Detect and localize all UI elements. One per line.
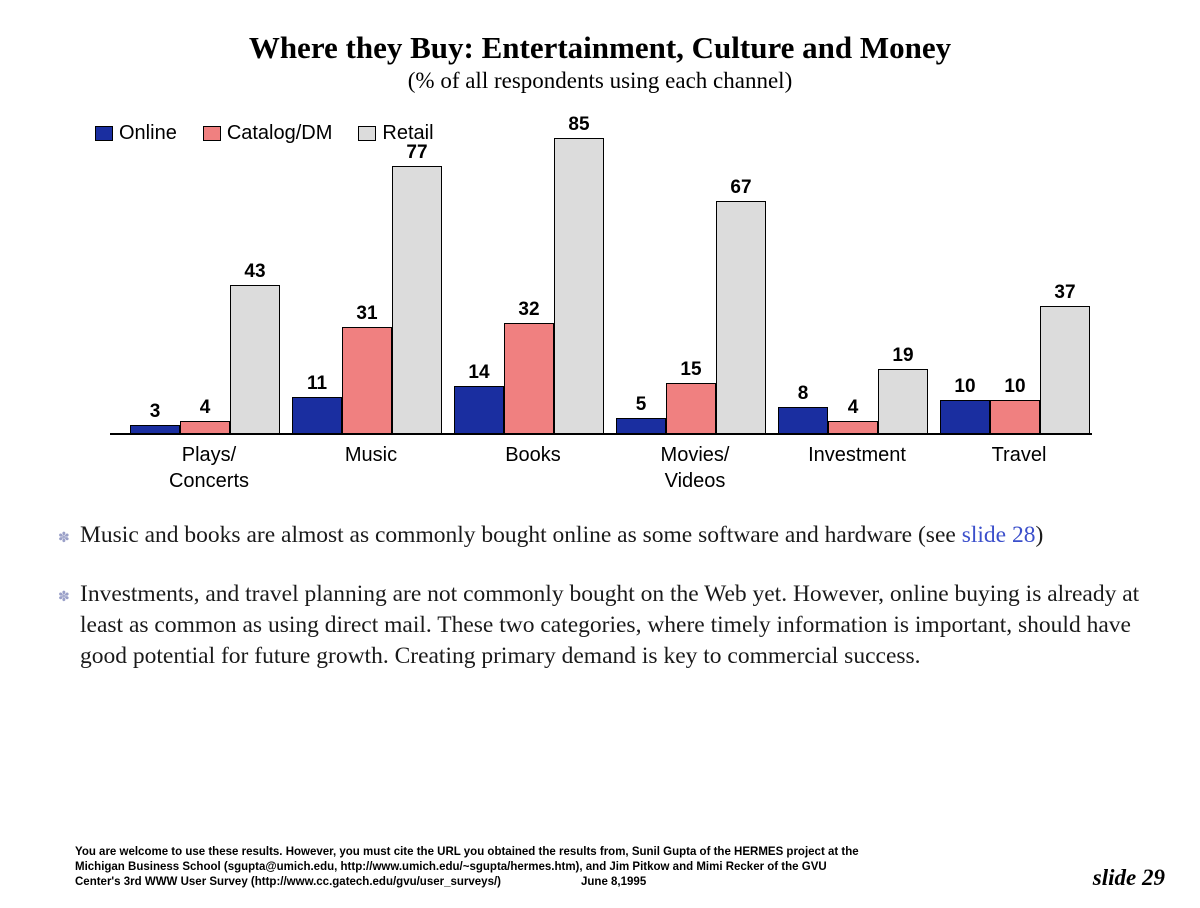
bar-group	[940, 120, 1098, 435]
bar-value-label: 14	[468, 362, 490, 383]
bar-retail	[1040, 281, 1090, 436]
footer-date: June 8,1995	[581, 876, 647, 888]
bar-online	[454, 362, 504, 435]
bar-retail	[554, 113, 604, 436]
category-label: Books	[505, 444, 561, 466]
chart-baseline	[110, 433, 1092, 435]
bar-group	[454, 113, 612, 435]
bar-value-label: 4	[847, 397, 859, 418]
bar-value-label: 19	[892, 344, 914, 366]
bar-value-label: 10	[1004, 376, 1026, 397]
bullet-text-1a: Music and books are almost as commonly bought online as some software and hardware (see	[80, 522, 962, 548]
bar-group	[292, 120, 450, 435]
list-item	[56, 520, 1166, 551]
bar-online	[778, 383, 828, 435]
bar-retail	[878, 344, 928, 436]
bar-value-label: 8	[797, 383, 809, 404]
footer-line-3: Center's 3rd WWW User Survey (http://www.cc.gatech.edu/gvu/user_surveys/)	[75, 876, 501, 888]
category-label: Travel	[991, 444, 1047, 466]
bar-online	[292, 372, 342, 436]
legend-label-catalog: Catalog/DM	[226, 122, 333, 144]
bar-catalog-dm	[666, 358, 716, 436]
bar-value-label: 85	[568, 113, 590, 135]
bar-value-label: 37	[1054, 281, 1076, 303]
bar-value-label: 5	[635, 393, 647, 415]
bullet-list	[56, 520, 1166, 700]
bar-value-label: 4	[199, 397, 211, 418]
legend-label-retail: Retail	[382, 122, 434, 144]
bar-catalog-dm	[990, 376, 1040, 435]
list-item	[56, 579, 1166, 672]
footer-citation	[75, 845, 1035, 890]
bar-value-label: 11	[306, 372, 328, 394]
bar-value-label: 77	[406, 141, 428, 163]
bar-group	[130, 120, 288, 435]
bar-value-label: 32	[518, 299, 540, 320]
bar-value-label: 67	[730, 176, 752, 198]
footer-line-1: You are welcome to use these results. However, you must cite the URL you obtained the results from, Sunil Gupta of the HERMES project at the	[75, 846, 859, 858]
bar-chart-plot	[110, 113, 1110, 435]
page-title: Where they Buy: Entertainment, Culture and Money	[248, 30, 952, 65]
slide-number: slide 29	[1092, 865, 1165, 890]
page-subtitle: (% of all respondents using each channel)	[407, 68, 793, 93]
bar-group	[778, 120, 936, 435]
bar-retail	[392, 141, 442, 436]
slide-link[interactable]: slide 28	[961, 522, 1036, 548]
category-label: Investment	[808, 444, 906, 466]
category-label: Movies/ Videos	[660, 444, 730, 492]
bullet-marker-icon: ✽	[58, 590, 70, 605]
bar-retail	[230, 260, 280, 436]
category-label: Plays/ Concerts	[168, 444, 250, 492]
category-label: Music	[344, 444, 398, 466]
bar-online	[940, 376, 990, 435]
bar-value-label: 3	[149, 400, 161, 422]
bar-value-label: 31	[356, 302, 378, 324]
bullet-marker-icon: ✽	[58, 531, 70, 546]
bullet-text-1b: )	[1035, 522, 1044, 548]
bar-value-label: 15	[680, 358, 702, 380]
bar-group	[616, 120, 774, 435]
bullet-text-2: Investments, and travel planning are not commonly bought on the Web yet. However, online buying is already at least as common as using direct mail. These two categories, where timely information is important, should have good potential for future growth. Creating primary demand is key to commercial success.	[80, 581, 1140, 669]
category-axis-labels	[110, 442, 1110, 502]
bar-catalog-dm	[342, 302, 392, 436]
footer-line-2: Michigan Business School (sgupta@umich.edu, http://www.umich.edu/~sgupta/hermes.htm), and Jim Pitkow and Mimi Recker of the GVU	[75, 861, 827, 873]
bar-retail	[716, 176, 766, 436]
bar-value-label: 10	[954, 376, 976, 397]
legend-label-online: Online	[119, 122, 177, 144]
bar-value-label: 43	[244, 260, 266, 282]
bar-catalog-dm	[504, 299, 554, 435]
